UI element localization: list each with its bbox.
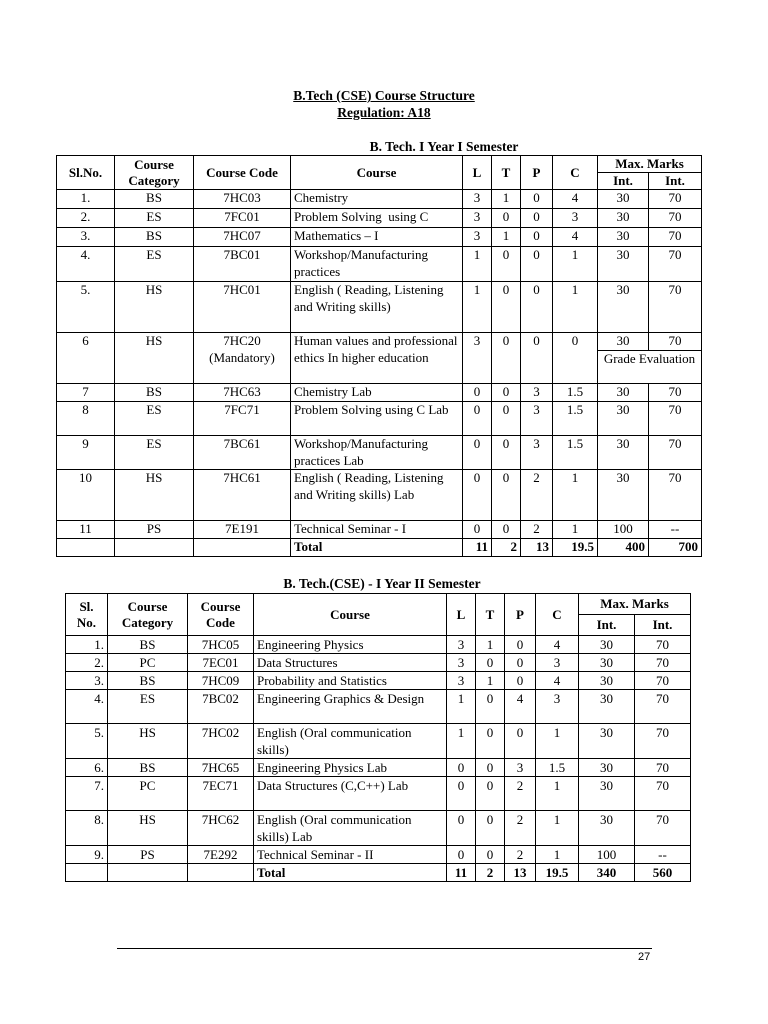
cell-p: 2: [521, 470, 553, 521]
cell-empty: [66, 864, 108, 882]
cell-int: 100: [598, 521, 649, 539]
cell-code: 7HC07: [194, 228, 291, 247]
cell-t: 0: [476, 846, 505, 864]
semester-1-title: B. Tech. I Year I Semester: [369, 139, 519, 154]
cell-t: 0: [492, 333, 521, 384]
table-row: [66, 759, 691, 777]
header-slno: Sl.No.: [57, 156, 115, 190]
cell-category: PS: [115, 521, 194, 539]
table-header-row: [66, 594, 691, 615]
cell-code: 7BC01: [194, 247, 291, 282]
cell-category: BS: [115, 384, 194, 402]
table-row: [57, 333, 702, 351]
cell-int: 30: [579, 811, 635, 846]
cell-course: Technical Seminar - II: [254, 846, 447, 864]
cell-int: 30: [598, 402, 649, 436]
cell-c: 1.5: [553, 402, 598, 436]
footer-divider: [117, 948, 652, 949]
cell-c: 3: [536, 690, 579, 724]
cell-t: 1: [476, 672, 505, 690]
cell-c: 4: [553, 228, 598, 247]
regulation-label: Regulation: A18: [337, 105, 431, 120]
cell-course: Workshop/Manufacturing practices: [291, 247, 463, 282]
cell-t: 0: [492, 384, 521, 402]
cell-c: 1.5: [536, 759, 579, 777]
header-max-marks: Max. Marks: [598, 156, 702, 173]
cell-slno: 4.: [57, 247, 115, 282]
cell-category: ES: [115, 402, 194, 436]
cell-code: 7HC09: [188, 672, 254, 690]
cell-slno: 4.: [66, 690, 108, 724]
cell-int: 70: [635, 724, 691, 759]
cell-slno: 1.: [66, 636, 108, 654]
cell-c: 4: [536, 636, 579, 654]
cell-slno: 10: [57, 470, 115, 521]
cell-int: 70: [635, 811, 691, 846]
header-l: L: [447, 594, 476, 636]
cell-category: ES: [115, 209, 194, 228]
cell-course: Problem Solving using C Lab: [291, 402, 463, 436]
cell-t: 1: [492, 228, 521, 247]
cell-course: English (Oral communication skills) Lab: [254, 811, 447, 846]
cell-category: HS: [115, 282, 194, 333]
cell-int: 70: [649, 190, 702, 209]
cell-int: 70: [649, 209, 702, 228]
cell-code: 7FC71: [194, 402, 291, 436]
cell-category: HS: [115, 470, 194, 521]
cell-code: 7HC61: [194, 470, 291, 521]
cell-int: 30: [598, 247, 649, 282]
cell-code: 7HC62: [188, 811, 254, 846]
cell-category: BS: [115, 228, 194, 247]
cell-c: 0: [553, 333, 598, 384]
cell-empty: [115, 539, 194, 557]
cell-p: 0: [521, 333, 553, 384]
cell-t: 0: [492, 402, 521, 436]
cell-int: 70: [635, 759, 691, 777]
total-int: 560: [635, 864, 691, 882]
cell-code: 7HC63: [194, 384, 291, 402]
table-row: [57, 228, 702, 247]
cell-t: 0: [492, 470, 521, 521]
page-number: 27: [638, 951, 651, 963]
total-p: 13: [521, 539, 553, 557]
cell-code: 7HC05: [188, 636, 254, 654]
cell-int: 30: [579, 636, 635, 654]
cell-p: 0: [505, 672, 536, 690]
semester-1-table: [56, 155, 702, 557]
cell-c: 3: [553, 209, 598, 228]
cell-slno: 6.: [66, 759, 108, 777]
cell-int: 70: [649, 402, 702, 436]
header-category: Course Category: [108, 594, 188, 636]
cell-code: 7HC65: [188, 759, 254, 777]
cell-slno: 3.: [57, 228, 115, 247]
cell-t: 0: [492, 436, 521, 470]
cell-t: 0: [476, 759, 505, 777]
cell-category: BS: [115, 190, 194, 209]
cell-p: 2: [505, 777, 536, 811]
cell-empty: [57, 539, 115, 557]
header-int: Int.: [635, 615, 691, 636]
cell-category: PS: [108, 846, 188, 864]
cell-int: 70: [649, 247, 702, 282]
cell-course: Data Structures (C,C++) Lab: [254, 777, 447, 811]
cell-course: Data Structures: [254, 654, 447, 672]
table-row: [57, 209, 702, 228]
cell-p: 3: [521, 402, 553, 436]
cell-p: 0: [521, 190, 553, 209]
header-t: T: [476, 594, 505, 636]
cell-course: Engineering Physics Lab: [254, 759, 447, 777]
document-title: B.Tech (CSE) Course Structure: [293, 88, 475, 103]
cell-int: 30: [598, 228, 649, 247]
cell-code: 7FC01: [194, 209, 291, 228]
cell-c: 1: [553, 521, 598, 539]
cell-code: 7BC02: [188, 690, 254, 724]
cell-p: 4: [505, 690, 536, 724]
header-slno: Sl. No.: [66, 594, 108, 636]
table-row: [57, 470, 702, 521]
table-header-row: [57, 156, 702, 173]
cell-course: Engineering Physics: [254, 636, 447, 654]
total-p: 13: [505, 864, 536, 882]
table-row: [57, 402, 702, 436]
header-p: P: [505, 594, 536, 636]
cell-empty: [108, 864, 188, 882]
cell-category: HS: [115, 333, 194, 384]
cell-t: 0: [476, 690, 505, 724]
total-t: 2: [476, 864, 505, 882]
cell-int: 70: [635, 690, 691, 724]
total-int: 340: [579, 864, 635, 882]
cell-course: English (Oral communication skills): [254, 724, 447, 759]
table-row: [66, 654, 691, 672]
cell-category: BS: [108, 759, 188, 777]
header-course: Course: [291, 156, 463, 190]
cell-slno: 2.: [57, 209, 115, 228]
table-row: [66, 811, 691, 846]
cell-l: 1: [463, 247, 492, 282]
cell-slno: 7.: [66, 777, 108, 811]
cell-l: 0: [447, 759, 476, 777]
cell-code: [194, 333, 291, 384]
header-max-marks: Max. Marks: [579, 594, 691, 615]
cell-int: 70: [649, 282, 702, 333]
cell-int: 70: [635, 654, 691, 672]
cell-slno: 2.: [66, 654, 108, 672]
cell-int: 30: [579, 759, 635, 777]
cell-l: 0: [463, 384, 492, 402]
cell-c: 1: [536, 724, 579, 759]
cell-slno: 1.: [57, 190, 115, 209]
cell-p: 0: [521, 228, 553, 247]
total-row: [66, 864, 691, 882]
cell-code: 7BC61: [194, 436, 291, 470]
cell-category: ES: [108, 690, 188, 724]
header-int: Int.: [598, 173, 649, 190]
cell-empty: [188, 864, 254, 882]
cell-code: 7E292: [188, 846, 254, 864]
total-c: 19.5: [536, 864, 579, 882]
total-c: 19.5: [553, 539, 598, 557]
cell-category: PC: [108, 777, 188, 811]
cell-category: ES: [115, 247, 194, 282]
cell-int: 30: [579, 724, 635, 759]
cell-int: --: [649, 521, 702, 539]
cell-course: Probability and Statistics: [254, 672, 447, 690]
cell-l: 3: [463, 190, 492, 209]
cell-slno: 5.: [57, 282, 115, 333]
cell-int: 30: [598, 282, 649, 333]
semester-2-title: B. Tech.(CSE) - I Year II Semester: [283, 576, 481, 591]
cell-l: 3: [463, 333, 492, 384]
header-code: Course Code: [194, 156, 291, 190]
cell-p: 0: [521, 282, 553, 333]
table-row: [57, 521, 702, 539]
cell-c: 1.5: [553, 436, 598, 470]
cell-p: 0: [505, 636, 536, 654]
header-int: Int.: [579, 615, 635, 636]
cell-t: 0: [492, 247, 521, 282]
cell-course: Chemistry Lab: [291, 384, 463, 402]
cell-int: 30: [598, 384, 649, 402]
total-row: [57, 539, 702, 557]
cell-l: 3: [447, 654, 476, 672]
cell-int: 30: [579, 690, 635, 724]
cell-l: 1: [447, 690, 476, 724]
cell-int: 30: [598, 190, 649, 209]
cell-t: 0: [476, 777, 505, 811]
cell-int: 30: [598, 436, 649, 470]
header-int: Int.: [649, 173, 702, 190]
cell-int: 70: [649, 384, 702, 402]
table-row: [66, 690, 691, 724]
cell-code: 7HC03: [194, 190, 291, 209]
cell-course: Engineering Graphics & Design: [254, 690, 447, 724]
header-c: C: [553, 156, 598, 190]
header-t: T: [492, 156, 521, 190]
cell-p: 3: [521, 384, 553, 402]
cell-code-value: 7HC20: [223, 333, 261, 348]
total-l: 11: [447, 864, 476, 882]
table-row: [57, 436, 702, 470]
cell-course: Mathematics – I: [291, 228, 463, 247]
cell-c: 1: [553, 247, 598, 282]
cell-slno: 11: [57, 521, 115, 539]
cell-category: HS: [108, 811, 188, 846]
cell-course: Chemistry: [291, 190, 463, 209]
cell-l: 3: [463, 209, 492, 228]
cell-slno: 5.: [66, 724, 108, 759]
cell-t: 0: [476, 654, 505, 672]
cell-l: 1: [463, 282, 492, 333]
cell-int: 30: [598, 333, 649, 351]
cell-category: BS: [108, 672, 188, 690]
cell-int: 30: [598, 209, 649, 228]
cell-grade-evaluation: Grade Evaluation: [598, 351, 702, 384]
cell-l: 3: [447, 672, 476, 690]
table-row: [57, 247, 702, 282]
cell-slno: 7: [57, 384, 115, 402]
cell-l: 0: [447, 846, 476, 864]
header-code: Course Code: [188, 594, 254, 636]
cell-t: 0: [476, 811, 505, 846]
cell-int: 30: [598, 470, 649, 521]
table-row: [66, 636, 691, 654]
cell-int: 70: [635, 636, 691, 654]
cell-l: 0: [463, 436, 492, 470]
cell-p: 0: [505, 654, 536, 672]
cell-int: 30: [579, 672, 635, 690]
header-l: L: [463, 156, 492, 190]
header-c: C: [536, 594, 579, 636]
cell-p: 3: [521, 436, 553, 470]
table-row: [66, 777, 691, 811]
table-row: [66, 724, 691, 759]
cell-c: 1: [536, 846, 579, 864]
cell-c: 3: [536, 654, 579, 672]
cell-l: 3: [447, 636, 476, 654]
table-row: [66, 846, 691, 864]
cell-code: 7HC01: [194, 282, 291, 333]
cell-slno: 6: [57, 333, 115, 384]
cell-int: 70: [649, 470, 702, 521]
cell-t: 0: [492, 521, 521, 539]
cell-course: Technical Seminar - I: [291, 521, 463, 539]
cell-p: 2: [521, 521, 553, 539]
cell-int: 30: [579, 777, 635, 811]
cell-l: 0: [447, 811, 476, 846]
header-course: Course: [254, 594, 447, 636]
cell-code: 7HC02: [188, 724, 254, 759]
cell-t: 1: [476, 636, 505, 654]
cell-l: 0: [463, 470, 492, 521]
cell-c: 1: [553, 470, 598, 521]
cell-l: 3: [463, 228, 492, 247]
cell-int: 70: [649, 436, 702, 470]
total-label: Total: [291, 539, 463, 557]
total-t: 2: [492, 539, 521, 557]
cell-code-note: (Mandatory): [209, 349, 275, 365]
table-row: [66, 672, 691, 690]
cell-code: 7EC01: [188, 654, 254, 672]
cell-category: ES: [115, 436, 194, 470]
cell-int: --: [635, 846, 691, 864]
total-label: Total: [254, 864, 447, 882]
cell-code: 7EC71: [188, 777, 254, 811]
cell-empty: [194, 539, 291, 557]
cell-int: 70: [635, 672, 691, 690]
cell-p: 2: [505, 846, 536, 864]
table-row: [57, 384, 702, 402]
cell-c: 4: [536, 672, 579, 690]
cell-c: 1.5: [553, 384, 598, 402]
total-int: 700: [649, 539, 702, 557]
cell-l: 0: [447, 777, 476, 811]
cell-l: 1: [447, 724, 476, 759]
total-l: 11: [463, 539, 492, 557]
cell-t: 0: [476, 724, 505, 759]
cell-int: 70: [649, 228, 702, 247]
cell-p: 0: [521, 209, 553, 228]
cell-slno: 9: [57, 436, 115, 470]
table-row: [57, 190, 702, 209]
table-row: [57, 282, 702, 333]
header-p: P: [521, 156, 553, 190]
cell-p: 2: [505, 811, 536, 846]
cell-category: BS: [108, 636, 188, 654]
cell-t: 0: [492, 282, 521, 333]
cell-int: 70: [635, 777, 691, 811]
cell-t: 0: [492, 209, 521, 228]
cell-category: HS: [108, 724, 188, 759]
cell-code: 7E191: [194, 521, 291, 539]
cell-course: English ( Reading, Listening and Writing skills) Lab: [291, 470, 463, 521]
cell-slno: 9.: [66, 846, 108, 864]
cell-slno: 8.: [66, 811, 108, 846]
cell-course: Workshop/Manufacturing practices Lab: [291, 436, 463, 470]
cell-slno: 3.: [66, 672, 108, 690]
total-int: 400: [598, 539, 649, 557]
cell-slno: 8: [57, 402, 115, 436]
cell-p: 0: [521, 247, 553, 282]
cell-int: 30: [579, 654, 635, 672]
cell-c: 1: [536, 777, 579, 811]
cell-course: Problem Solving using C: [291, 209, 463, 228]
cell-c: 1: [553, 282, 598, 333]
cell-course: Human values and professional ethics In higher education: [291, 333, 463, 384]
cell-int: 100: [579, 846, 635, 864]
semester-2-table: [65, 593, 691, 882]
header-category: Course Category: [115, 156, 194, 190]
cell-p: 3: [505, 759, 536, 777]
cell-t: 1: [492, 190, 521, 209]
cell-l: 0: [463, 521, 492, 539]
cell-int: 70: [649, 333, 702, 351]
cell-c: 4: [553, 190, 598, 209]
cell-l: 0: [463, 402, 492, 436]
cell-category: PC: [108, 654, 188, 672]
cell-p: 0: [505, 724, 536, 759]
cell-course: English ( Reading, Listening and Writing skills): [291, 282, 463, 333]
cell-c: 1: [536, 811, 579, 846]
